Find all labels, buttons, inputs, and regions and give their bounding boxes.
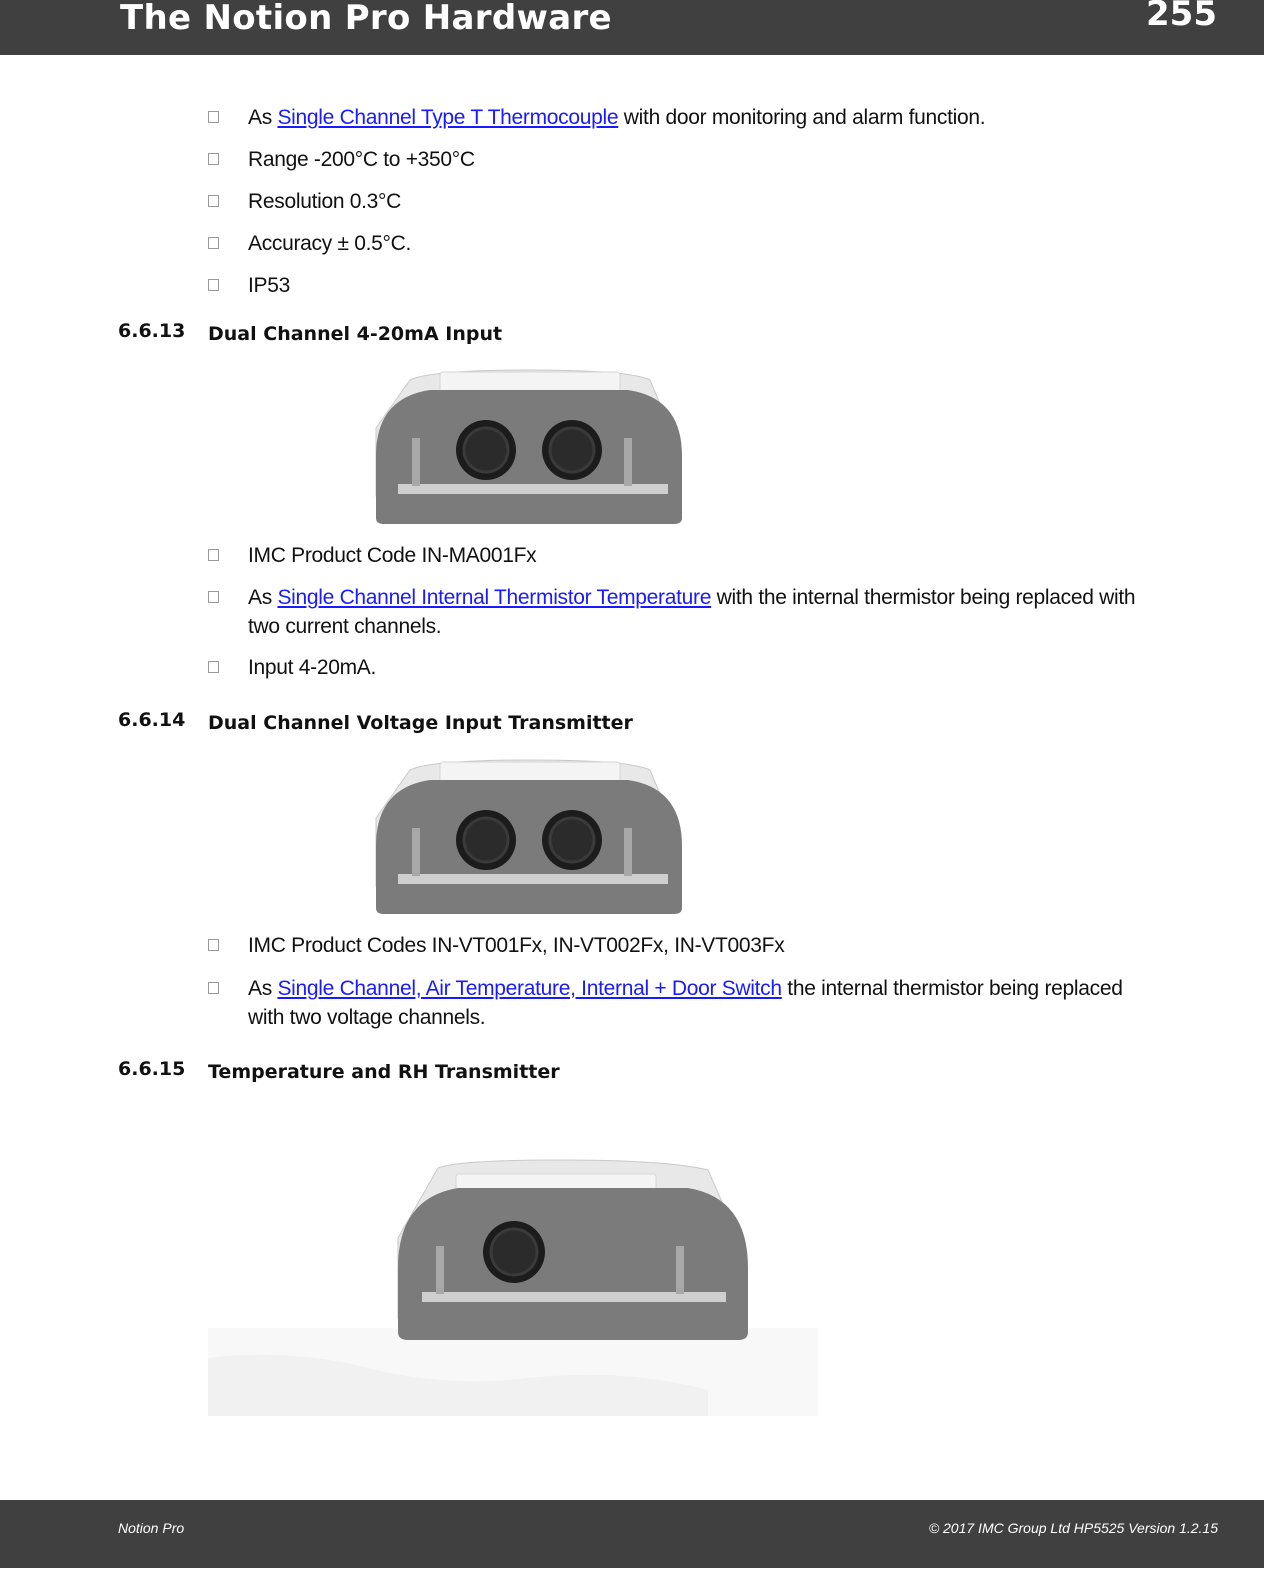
- bullet-item: IMC Product Code IN-MA001Fx: [208, 541, 1158, 570]
- bullet-item: Range -200°C to +350°C: [208, 145, 1158, 174]
- bullet-marker: [208, 661, 219, 673]
- bullet-item: IP53: [208, 271, 1158, 300]
- link-air-temperature-door-switch[interactable]: Single Channel, Air Temperature, Internal + Door Switch: [277, 977, 782, 1000]
- link-type-t-thermocouple[interactable]: Single Channel Type T Thermocouple: [277, 106, 619, 129]
- footer-copyright: © 2017 IMC Group Ltd HP5525 Version 1.2.15: [928, 1520, 1218, 1536]
- bullet-marker: [208, 549, 219, 561]
- section-title: Dual Channel 4-20mA Input: [208, 323, 503, 345]
- link-internal-thermistor[interactable]: Single Channel Internal Thermistor Temperature: [277, 586, 712, 609]
- bullet-marker: [208, 111, 219, 123]
- page-header: [0, 0, 1264, 55]
- bullet-item: Accuracy ± 0.5°C.: [208, 229, 1158, 258]
- bullet-marker: [208, 982, 219, 994]
- bullet-marker: [208, 237, 219, 249]
- temperature-rh-device-image: [208, 1158, 818, 1416]
- bullet-item: As Single Channel Type T Thermocouple with door monitoring and alarm function.: [208, 103, 1158, 132]
- bullet-marker: [208, 279, 219, 291]
- bullet-marker: [208, 153, 219, 165]
- bullet-marker: [208, 939, 219, 951]
- footer-product-name: Notion Pro: [118, 1520, 185, 1536]
- bullet-marker: [208, 591, 219, 603]
- header-title: The Notion Pro Hardware: [120, 0, 612, 38]
- section-number: 6.6.14: [118, 709, 186, 731]
- page-footer: [0, 1500, 1264, 1568]
- section-title: Dual Channel Voltage Input Transmitter: [208, 712, 633, 734]
- bullet-item: As Single Channel Internal Thermistor Temperature with the internal thermistor being replaced with two current channels.: [208, 583, 1158, 641]
- section-number: 6.6.13: [118, 320, 186, 342]
- dual-channel-voltage-device-image: [370, 758, 688, 916]
- bullet-item: IMC Product Codes IN-VT001Fx, IN-VT002Fx, IN-VT003Fx: [208, 931, 1158, 960]
- section-title: Temperature and RH Transmitter: [208, 1061, 560, 1083]
- bullet-item: Resolution 0.3°C: [208, 187, 1158, 216]
- page-number: 255: [1146, 0, 1217, 34]
- section-number: 6.6.15: [118, 1058, 186, 1080]
- bullet-marker: [208, 195, 219, 207]
- bullet-item: Input 4-20mA.: [208, 653, 1158, 682]
- dual-channel-device-image: [370, 368, 688, 526]
- bullet-item: As Single Channel, Air Temperature, Internal + Door Switch the internal thermistor being replaced with two voltage channels.: [208, 974, 1158, 1032]
